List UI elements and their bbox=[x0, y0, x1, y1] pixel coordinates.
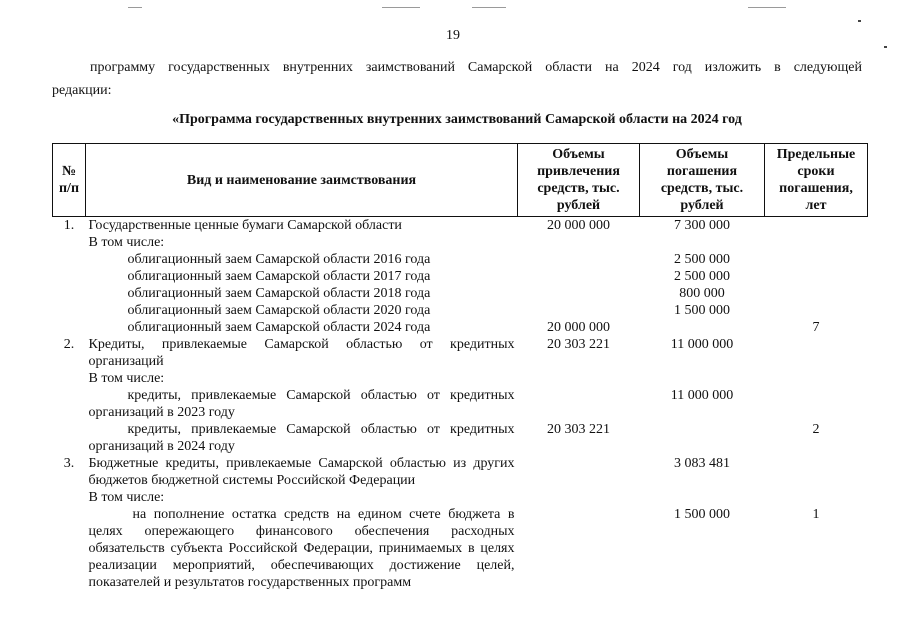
table-row bbox=[53, 455, 868, 489]
row-attraction: 20 303 221 bbox=[547, 422, 610, 437]
scan-artifact-line bbox=[128, 7, 142, 8]
row-term bbox=[765, 234, 868, 251]
row-repayment: 1 500 000 bbox=[674, 303, 730, 318]
intro-paragraph bbox=[52, 59, 862, 99]
row-name: В том числе: bbox=[88, 490, 165, 505]
row-number bbox=[53, 285, 86, 302]
row-repayment bbox=[640, 234, 765, 251]
row-repayment: 1 500 000 bbox=[674, 507, 730, 522]
page-number: 19 bbox=[446, 28, 460, 43]
row-name: на пополнение остатка средств на едином счете бюджета в целях опережающего финансового обеспечения расходных обязательств субъекта Российской Федерации, принимаемых в целях реализации мероприятий, обеспечивающих достижение целей, показателей и результатов государственных программ bbox=[88, 507, 515, 590]
row-repayment bbox=[640, 370, 765, 387]
table-row bbox=[53, 506, 868, 591]
table-row bbox=[53, 387, 868, 421]
row-repayment: 11 000 000 bbox=[670, 388, 734, 403]
row-attraction bbox=[518, 506, 640, 591]
row-term: 7 bbox=[812, 320, 820, 335]
row-term bbox=[765, 336, 868, 370]
header-no: № п/п bbox=[53, 144, 86, 217]
row-number: 1. bbox=[63, 218, 75, 233]
row-repayment: 800 000 bbox=[679, 286, 725, 301]
row-repayment bbox=[640, 489, 765, 506]
intro-line-1: программу государственных внутренних заимствований Самарской области на 2024 год изложить в следующей bbox=[90, 60, 862, 75]
row-attraction bbox=[518, 251, 640, 268]
row-name: Государственные ценные бумаги Самарской области bbox=[88, 218, 402, 233]
row-repayment bbox=[640, 319, 765, 336]
row-attraction bbox=[518, 387, 640, 421]
row-number: 3. bbox=[63, 456, 75, 471]
scan-artifact-line bbox=[472, 7, 506, 8]
header-attraction: Объемы привлечения средств, тыс. рублей bbox=[518, 144, 640, 217]
row-repayment: 2 500 000 bbox=[674, 252, 730, 267]
row-number bbox=[53, 268, 86, 285]
row-number bbox=[53, 370, 86, 387]
row-number bbox=[53, 251, 86, 268]
row-number bbox=[53, 234, 86, 251]
row-term bbox=[765, 302, 868, 319]
header-repayment: Объемы погашения средств, тыс. рублей bbox=[640, 144, 765, 217]
row-term bbox=[765, 285, 868, 302]
row-repayment: 3 083 481 bbox=[674, 456, 730, 471]
table-row bbox=[53, 268, 868, 285]
row-name: облигационный заем Самарской области 2024 года bbox=[127, 320, 431, 335]
row-term bbox=[765, 489, 868, 506]
table-header-row bbox=[53, 144, 868, 217]
row-term: 2 bbox=[812, 422, 820, 437]
row-attraction: 20 000 000 bbox=[547, 320, 610, 335]
row-repayment: 11 000 000 bbox=[670, 337, 734, 352]
header-term: Предельные сроки погашения, лет bbox=[765, 144, 868, 217]
row-attraction bbox=[518, 285, 640, 302]
row-attraction: 20 303 221 bbox=[547, 337, 610, 352]
row-name: облигационный заем Самарской области 2017 года bbox=[127, 269, 431, 284]
row-attraction bbox=[518, 234, 640, 251]
row-name: кредиты, привлекаемые Самарской областью от кредитных организаций в 2024 году bbox=[88, 422, 515, 454]
row-attraction bbox=[518, 302, 640, 319]
row-repayment bbox=[640, 421, 765, 455]
row-number bbox=[53, 302, 86, 319]
table-row bbox=[53, 234, 868, 251]
scan-artifact-line bbox=[748, 7, 786, 8]
row-name: Бюджетные кредиты, привлекаемые Самарской областью из других бюджетов бюджетной системы Российской Федерации bbox=[88, 456, 515, 488]
row-name: кредиты, привлекаемые Самарской областью от кредитных организаций в 2023 году bbox=[88, 388, 515, 420]
table-row bbox=[53, 251, 868, 268]
row-number bbox=[53, 506, 86, 591]
row-number bbox=[53, 319, 86, 336]
row-attraction bbox=[518, 370, 640, 387]
row-number bbox=[53, 387, 86, 421]
scan-artifact-dot bbox=[858, 20, 861, 22]
row-term bbox=[765, 217, 868, 235]
row-term: 1 bbox=[812, 507, 820, 522]
header-name: Вид и наименование заимствования bbox=[86, 144, 518, 217]
row-repayment: 7 300 000 bbox=[674, 218, 730, 233]
row-term bbox=[765, 370, 868, 387]
program-title: «Программа государственных внутренних заимствований Самарской области на 2024 год bbox=[172, 112, 742, 127]
row-name: В том числе: bbox=[88, 235, 165, 250]
row-term bbox=[765, 268, 868, 285]
table-row bbox=[53, 217, 868, 235]
intro-line-2: редакции: bbox=[52, 83, 112, 98]
table-row bbox=[53, 302, 868, 319]
row-number bbox=[53, 421, 86, 455]
row-number: 2. bbox=[63, 337, 75, 352]
row-attraction bbox=[518, 455, 640, 489]
row-repayment: 2 500 000 bbox=[674, 269, 730, 284]
row-term bbox=[765, 455, 868, 489]
row-term bbox=[765, 387, 868, 421]
row-name: Кредиты, привлекаемые Самарской областью от кредитных организаций bbox=[88, 337, 515, 369]
row-attraction: 20 000 000 bbox=[547, 218, 610, 233]
row-number bbox=[53, 489, 86, 506]
table-row bbox=[53, 421, 868, 455]
table-row bbox=[53, 489, 868, 506]
table-row bbox=[53, 370, 868, 387]
table-row bbox=[53, 285, 868, 302]
borrowing-program-table bbox=[52, 143, 868, 591]
row-term bbox=[765, 251, 868, 268]
table-row bbox=[53, 319, 868, 336]
row-name: В том числе: bbox=[88, 371, 165, 386]
scan-artifact-dot bbox=[884, 46, 887, 48]
row-name: облигационный заем Самарской области 2018 года bbox=[127, 286, 431, 301]
row-attraction bbox=[518, 489, 640, 506]
table-row bbox=[53, 336, 868, 370]
scan-artifact-line bbox=[382, 7, 420, 8]
row-name: облигационный заем Самарской области 2020 года bbox=[127, 303, 431, 318]
row-name: облигационный заем Самарской области 2016 года bbox=[127, 252, 431, 267]
row-attraction bbox=[518, 268, 640, 285]
